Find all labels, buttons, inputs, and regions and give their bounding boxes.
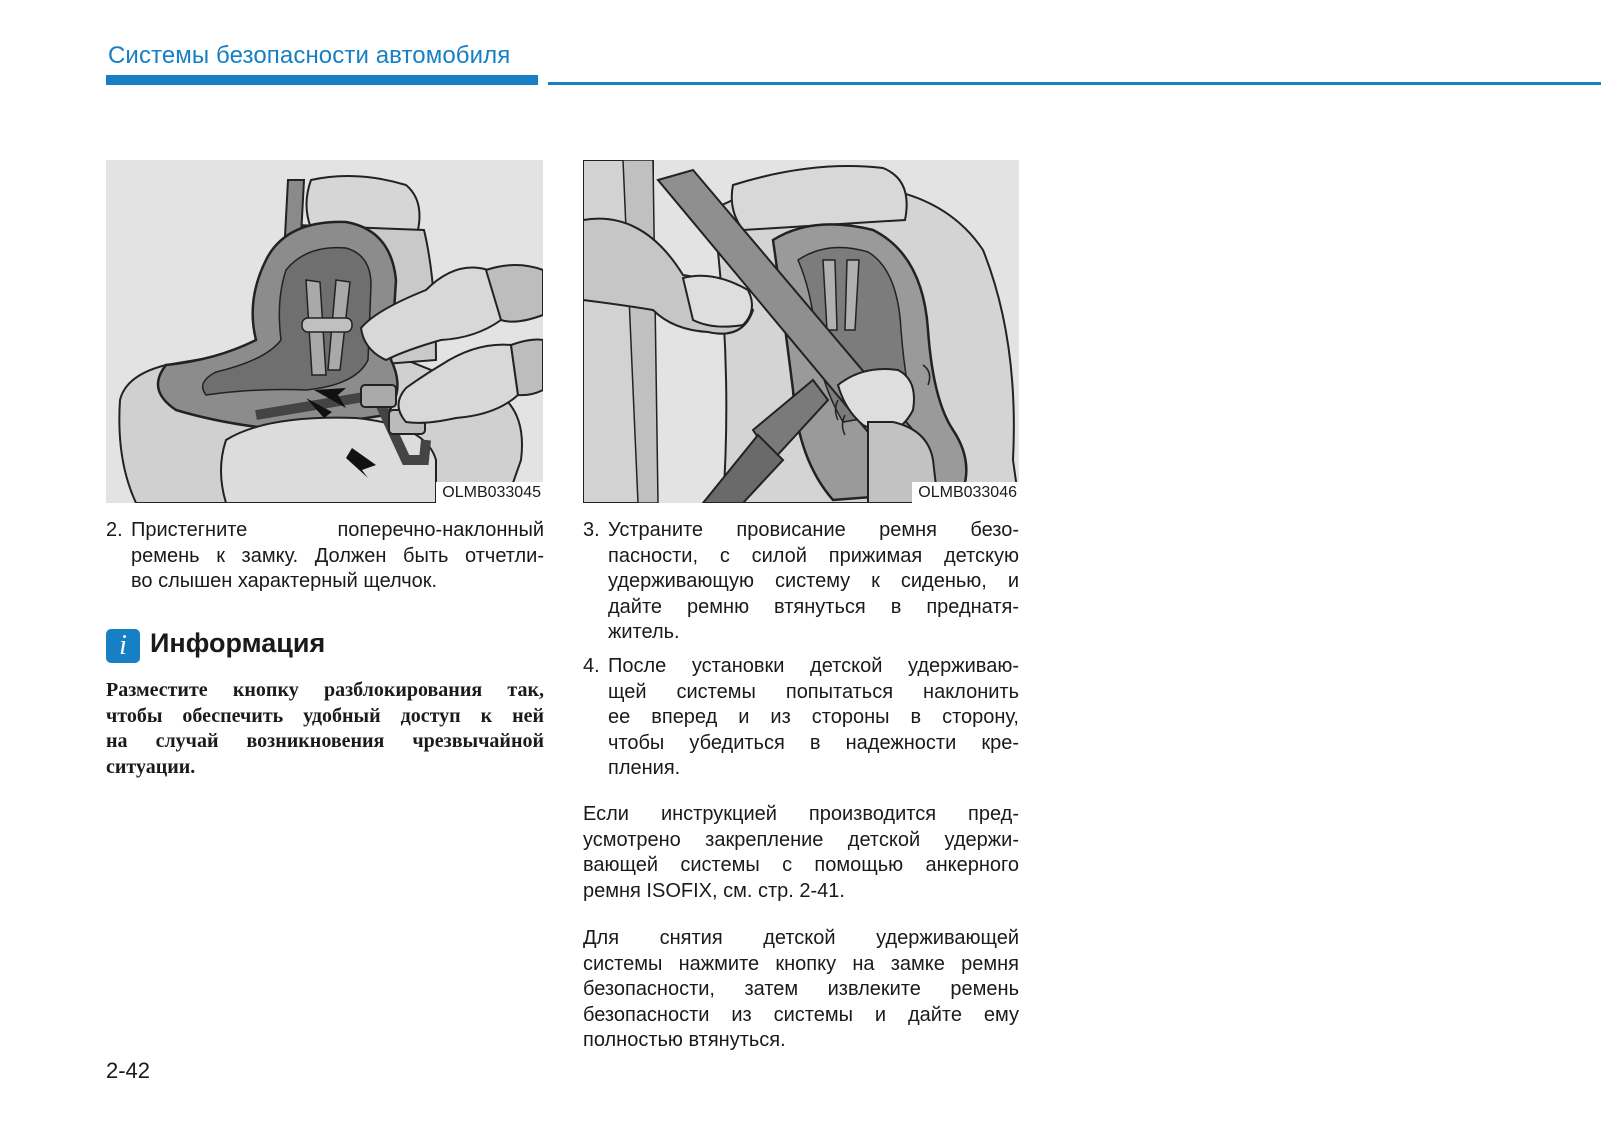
figure-code: OLMB033045 <box>436 482 543 503</box>
text-line: безопасности, затем извлеките ремень <box>583 978 1019 1000</box>
text-line: на случай возникновения чрезвычайной <box>106 730 544 752</box>
info-icon: i <box>106 629 140 663</box>
text-line: Устраните провисание ремня безо- <box>608 519 1019 541</box>
header-rule-thin <box>548 82 1601 85</box>
info-title: Информация <box>150 628 326 658</box>
text-line: во слышен характерный щелчок. <box>131 570 438 592</box>
text-line: дайте ремню втянуться в преднатя- <box>608 595 1019 618</box>
step-number: 3. <box>583 519 600 541</box>
text-line: Разместите кнопку разблокирования так, <box>106 679 544 701</box>
step-3 <box>583 518 1019 648</box>
text-line: пления. <box>608 757 681 779</box>
section-title: Системы безопасности автомобиля <box>108 42 511 69</box>
text-line: вающей системы с помощью анкерного <box>583 854 1019 876</box>
text-line: безопасности из системы и дайте ему <box>583 1003 1019 1026</box>
text-line: ремень к замку. Должен быть отчетли- <box>131 544 544 567</box>
step-text <box>131 518 544 595</box>
page-number: 2-42 <box>106 1058 151 1083</box>
step-4 <box>583 654 1019 784</box>
info-body <box>106 678 544 780</box>
figure-press-seat <box>583 160 1019 503</box>
figure-code: OLMB033046 <box>912 482 1019 503</box>
step-number: 4. <box>583 655 600 677</box>
header-rule-thick <box>106 75 538 85</box>
text-line: чтобы убедиться в надежности кре- <box>608 731 1019 754</box>
child-seat-press-illustration <box>583 160 1019 503</box>
text-line: системы нажмите кнопку на замке ремня <box>583 952 1019 975</box>
child-seat-buckle-illustration <box>106 160 543 503</box>
figure-buckle-belt <box>106 160 543 503</box>
text-line: ремня ISOFIX, см. стр. 2-41. <box>583 879 845 902</box>
text-line: ее вперед и из стороны в сторону, <box>608 706 1019 728</box>
text-line: ситуации. <box>106 755 196 778</box>
step-text <box>608 654 1019 782</box>
text-line: Для снятия детской удерживающей <box>583 927 1019 949</box>
text-line: житель. <box>608 621 680 643</box>
paragraph-removal <box>583 926 1019 1054</box>
step-text <box>608 518 1019 646</box>
text-line: пасности, с силой прижимая детскую <box>608 544 1019 567</box>
text-line: Если инструкцией производится пред- <box>583 803 1019 825</box>
step-number: 2. <box>106 519 123 541</box>
text-line: полностью втянуться. <box>583 1029 786 1051</box>
text-line: щей системы попытаться наклонить <box>608 680 1019 703</box>
text-line: удерживающую систему к сиденью, и <box>608 570 1019 592</box>
step-2 <box>106 518 544 598</box>
text-line: Пристегните поперечно-наклонный <box>131 519 544 541</box>
paragraph-isofix <box>583 802 1019 904</box>
text-line: чтобы обеспечить удобный доступ к ней <box>106 704 544 727</box>
text-line: усмотрено закрепление детской удержи- <box>583 828 1019 851</box>
text-line: После установки детской удерживаю- <box>608 655 1019 677</box>
